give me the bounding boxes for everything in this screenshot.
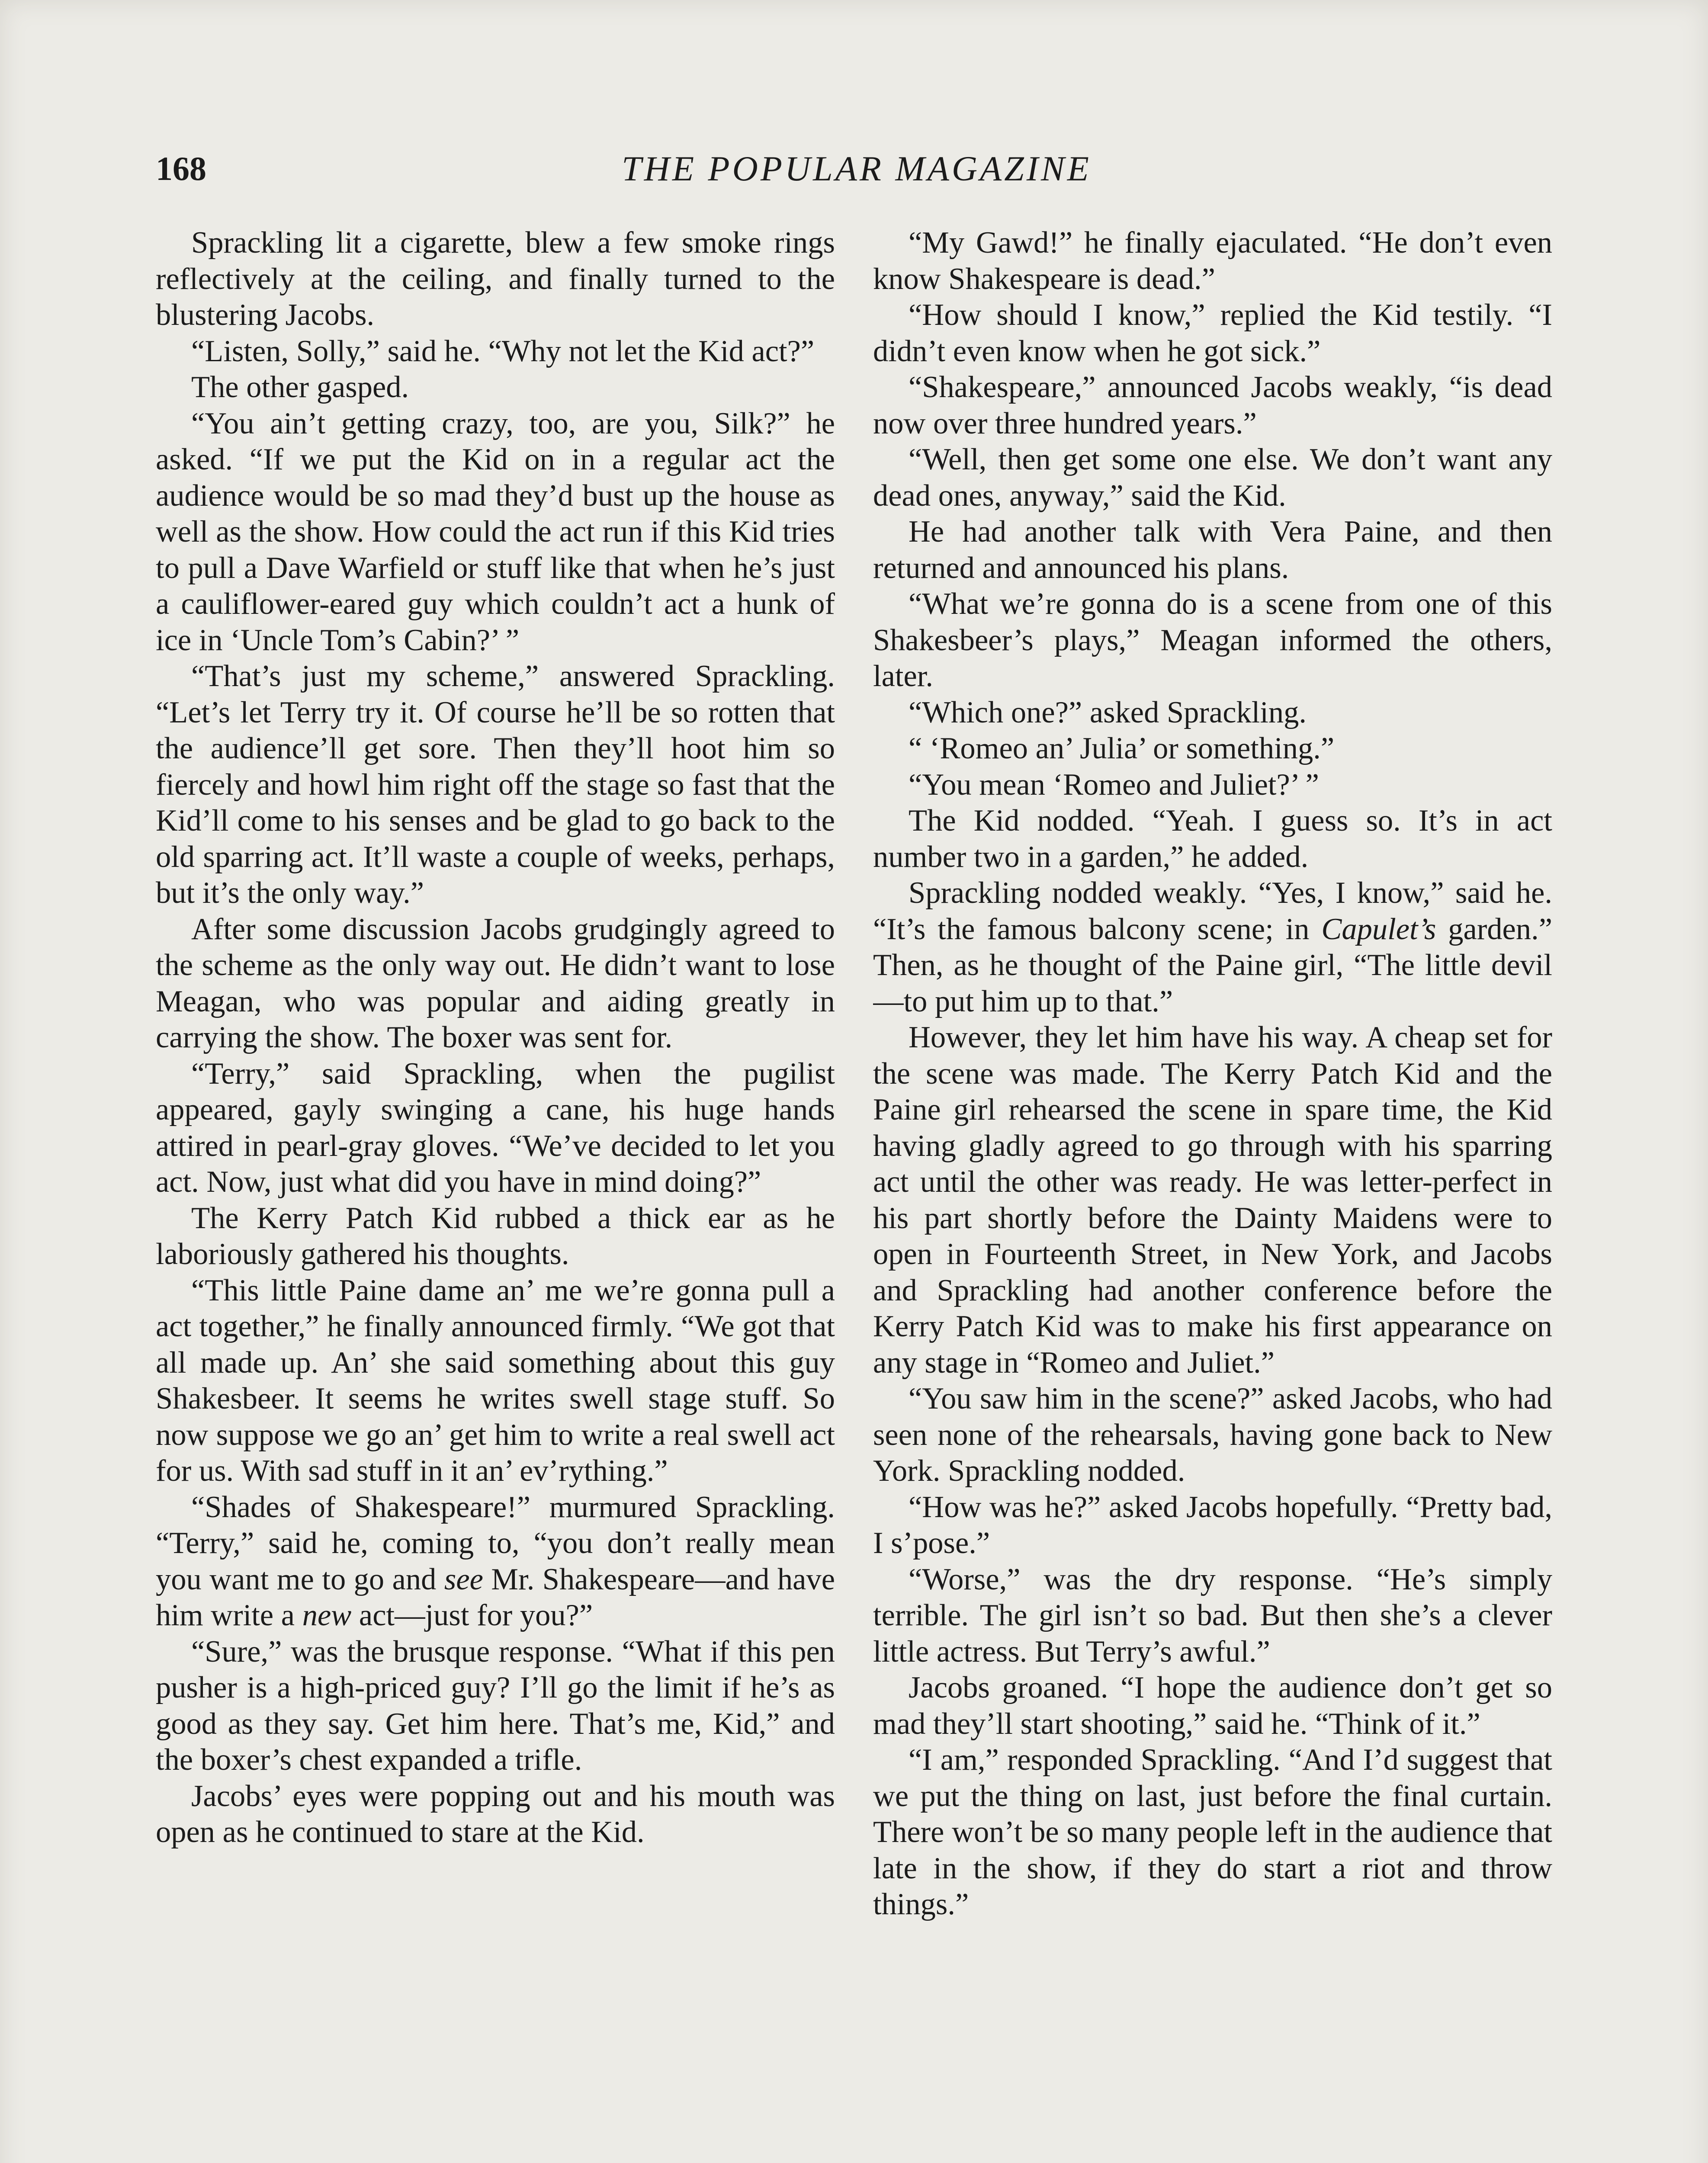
paragraph: Jacobs groaned. “I hope the audience don’t get so mad they’ll start shooting,” said he. “Think of it.” <box>873 1671 1552 1741</box>
right-column <box>873 225 1552 2163</box>
paragraph: The other gasped. <box>191 370 409 404</box>
page-number: 168 <box>156 150 206 187</box>
paragraph: The Kerry Patch Kid rubbed a thick ear as he laboriously gathered his thoughts. <box>156 1201 835 1271</box>
paragraph: “ ‘Romeo an’ Julia’ or something.” <box>909 732 1335 765</box>
paragraph: “You saw him in the scene?” asked Jacobs, who had seen none of the rehearsals, having gone back to New York. Sprackling nodded. <box>873 1382 1552 1488</box>
page-header <box>156 143 1557 195</box>
paragraph: However, they let him have his way. A cheap set for the scene was made. The Kerry Patch Kid and the Paine girl rehearsed the scene in spare time, the Kid having gladly agreed to go through with his sparring act until the other was ready. He was letter-perfect in his part shortly before the Dainty Maidens were to open in Fourteenth Street, in New York, and Jacobs and Sprackling had another conference before the Kerry Patch Kid was to make his first appearance on any stage in “Romeo and Juliet.” <box>873 1021 1552 1380</box>
paragraph: “Well, then get some one else. We don’t want any dead ones, anyway,” said the Kid. <box>873 443 1552 513</box>
paragraph: “Terry,” said Sprackling, when the pugilist appeared, gayly swinging a cane, his huge hands attired in pearl-gray gloves. “We’ve decided to let you act. Now, just what did you have in mind doing?” <box>156 1056 835 1199</box>
paragraph: “I am,” responded Sprackling. “And I’d suggest that we put the thing on last, just before the final curtain. There won’t be so many people left in the audience that late in the show, if they do start a riot and throw things.” <box>873 1743 1552 1921</box>
running-title: THE POPULAR MAGAZINE <box>622 149 1092 188</box>
paragraph: Jacobs’ eyes were popping out and his mouth was open as he continued to stare at the Kid. <box>156 1779 835 1849</box>
paragraph: “Shakespeare,” announced Jacobs weakly, “is dead now over three hundred years.” <box>873 370 1552 440</box>
paragraph: “Shades of Shakespeare!” murmured Sprackling. “Terry,” said he, coming to, “you don’t really mean you want me to go and see Mr. Shakespeare—and have him write a new act—just for you?” <box>156 1490 835 1632</box>
paragraph: He had another talk with Vera Paine, and then returned and announced his plans. <box>873 515 1552 585</box>
paragraph: “Which one?” asked Sprackling. <box>909 695 1307 729</box>
paragraph: “Worse,” was the dry response. “He’s simply terrible. The girl isn’t so bad. But then she’s a clever little actress. But Terry’s awful.” <box>873 1562 1552 1669</box>
paragraph: “How should I know,” replied the Kid testily. “I didn’t even know when he got sick.” <box>873 298 1552 368</box>
paragraph: “Sure,” was the brusque response. “What if this pen pusher is a high-priced guy? I’ll go the limit if he’s as good as they say. Get him here. That’s me, Kid,” and the boxer’s chest expanded a trifle. <box>156 1634 835 1777</box>
paragraph: “That’s just my scheme,” answered Sprackling. “Let’s let Terry try it. Of course he’ll be so rotten that the audience’ll get sore. Then they’ll hoot him so fiercely and howl him right off the stage so fast that the Kid’ll come to his senses and be glad to go back to the old sparring act. It’ll waste a couple of weeks, perhaps, but it’s the only way.” <box>156 659 835 910</box>
paragraph: “How was he?” asked Jacobs hopefully. “Pretty bad, I s’pose.” <box>873 1490 1552 1560</box>
paragraph: After some discussion Jacobs grudgingly agreed to the scheme as the only way out. He didn’t want to lose Meagan, who was popular and aiding greatly in carrying the show. The boxer was sent for. <box>156 912 835 1054</box>
left-column <box>156 225 835 2163</box>
paragraph: “Listen, Solly,” said he. “Why not let the Kid act?” <box>191 334 815 368</box>
paragraph: The Kid nodded. “Yeah. I guess so. It’s in act number two in a garden,” he added. <box>873 804 1552 874</box>
paragraph: “You mean ‘Romeo and Juliet?’ ” <box>909 767 1319 802</box>
paragraph: “This little Paine dame an’ me we’re gonna pull a act together,” he finally announced firmly. “We got that all made up. An’ she said something about this guy Shakesbeer. It seems he writes swell stage stuff. So now suppose we go an’ get him to write a real swell act for us. With sad stuff in it an’ ev’rything.” <box>156 1273 835 1488</box>
paragraph: “My Gawd!” he finally ejaculated. “He don’t even know Shakespeare is dead.” <box>873 226 1552 296</box>
paragraph: “You ain’t getting crazy, too, are you, Silk?” he asked. “If we put the Kid on in a regular act the audience would be so mad they’d bust up the house as well as the show. How could the act run if this Kid tries to pull a Dave Warfield or stuff like that when he’s just a cauliflower-eared guy which couldn’t act a hunk of ice in ‘Uncle Tom’s Cabin?’ ” <box>156 406 835 657</box>
paragraph: “What we’re gonna do is a scene from one of this Shakesbeer’s plays,” Meagan informed the others, later. <box>873 587 1552 693</box>
paragraph: Sprackling lit a cigarette, blew a few smoke rings reflectively at the ceiling, and finally turned to the blustering Jacobs. <box>156 226 835 332</box>
paragraph: Sprackling nodded weakly. “Yes, I know,” said he. “It’s the famous balcony scene; in Capulet’s garden.” Then, as he thought of the Paine girl, “The little devil—to put him up to that.” <box>873 876 1552 1018</box>
